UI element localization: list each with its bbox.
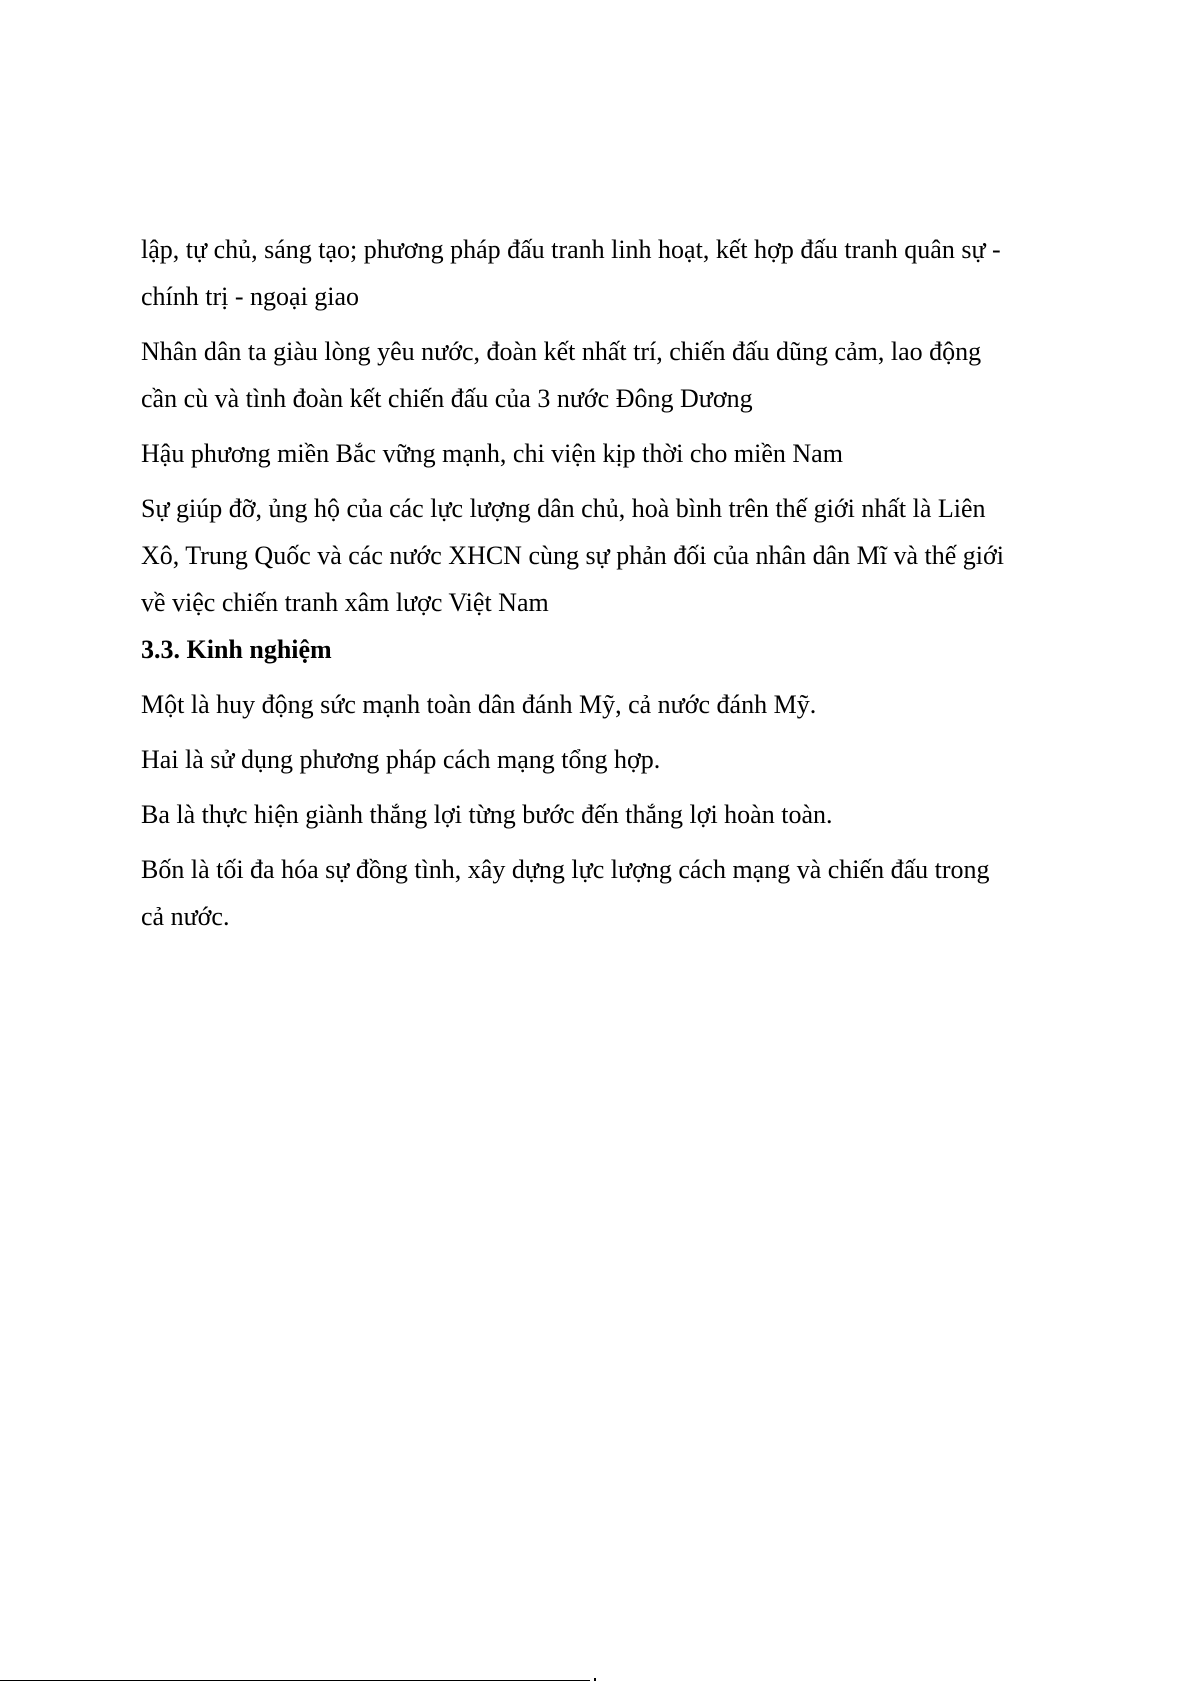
text-line: cả nước. <box>141 902 230 931</box>
lesson-three <box>141 791 1061 838</box>
text-line: Nhân dân ta giàu lòng yêu nước, đoàn kết nhất trí, chiến đấu dũng cảm, lao động <box>141 337 982 366</box>
lesson-four <box>141 846 1061 940</box>
text-line: Một là huy động sức mạnh toàn dân đánh Mỹ, cả nước đánh Mỹ. <box>141 690 817 719</box>
text-line: Ba là thực hiện giành thắng lợi từng bước đến thắng lợi hoàn toàn. <box>141 800 833 829</box>
text-line: Xô, Trung Quốc và các nước XHCN cùng sự phản đối của nhân dân Mĩ và thế giới <box>141 541 1004 570</box>
text-line: Sự giúp đỡ, ủng hộ của các lực lượng dân chủ, hoà bình trên thế giới nhất là Liên <box>141 494 986 523</box>
text-line: cần cù và tình đoàn kết chiến đấu của 3 nước Đông Dương <box>141 384 753 413</box>
paragraph-independence <box>141 226 1061 320</box>
footnote-separator <box>0 1680 590 1681</box>
paragraph-international-support <box>141 485 1061 626</box>
page-body <box>141 226 1061 940</box>
paragraph-rear-base <box>141 430 1061 477</box>
text-line: về việc chiến tranh xâm lược Việt Nam <box>141 588 549 617</box>
section-heading-text: 3.3. Kinh nghiệm <box>141 635 332 664</box>
lesson-two <box>141 736 1061 783</box>
paragraph-people <box>141 328 1061 422</box>
footnote-mark <box>594 1678 596 1681</box>
text-line: Hậu phương miền Bắc vững mạnh, chi viện kịp thời cho miền Nam <box>141 439 843 468</box>
lesson-one <box>141 681 1061 728</box>
text-line: chính trị - ngoại giao <box>141 282 360 311</box>
text-line: lập, tự chủ, sáng tạo; phương pháp đấu tranh linh hoạt, kết hợp đấu tranh quân sự - <box>141 235 1001 264</box>
section-heading <box>141 626 1061 673</box>
text-line: Bốn là tối đa hóa sự đồng tình, xây dựng lực lượng cách mạng và chiến đấu trong <box>141 855 990 884</box>
text-line: Hai là sử dụng phương pháp cách mạng tổng hợp. <box>141 745 661 774</box>
